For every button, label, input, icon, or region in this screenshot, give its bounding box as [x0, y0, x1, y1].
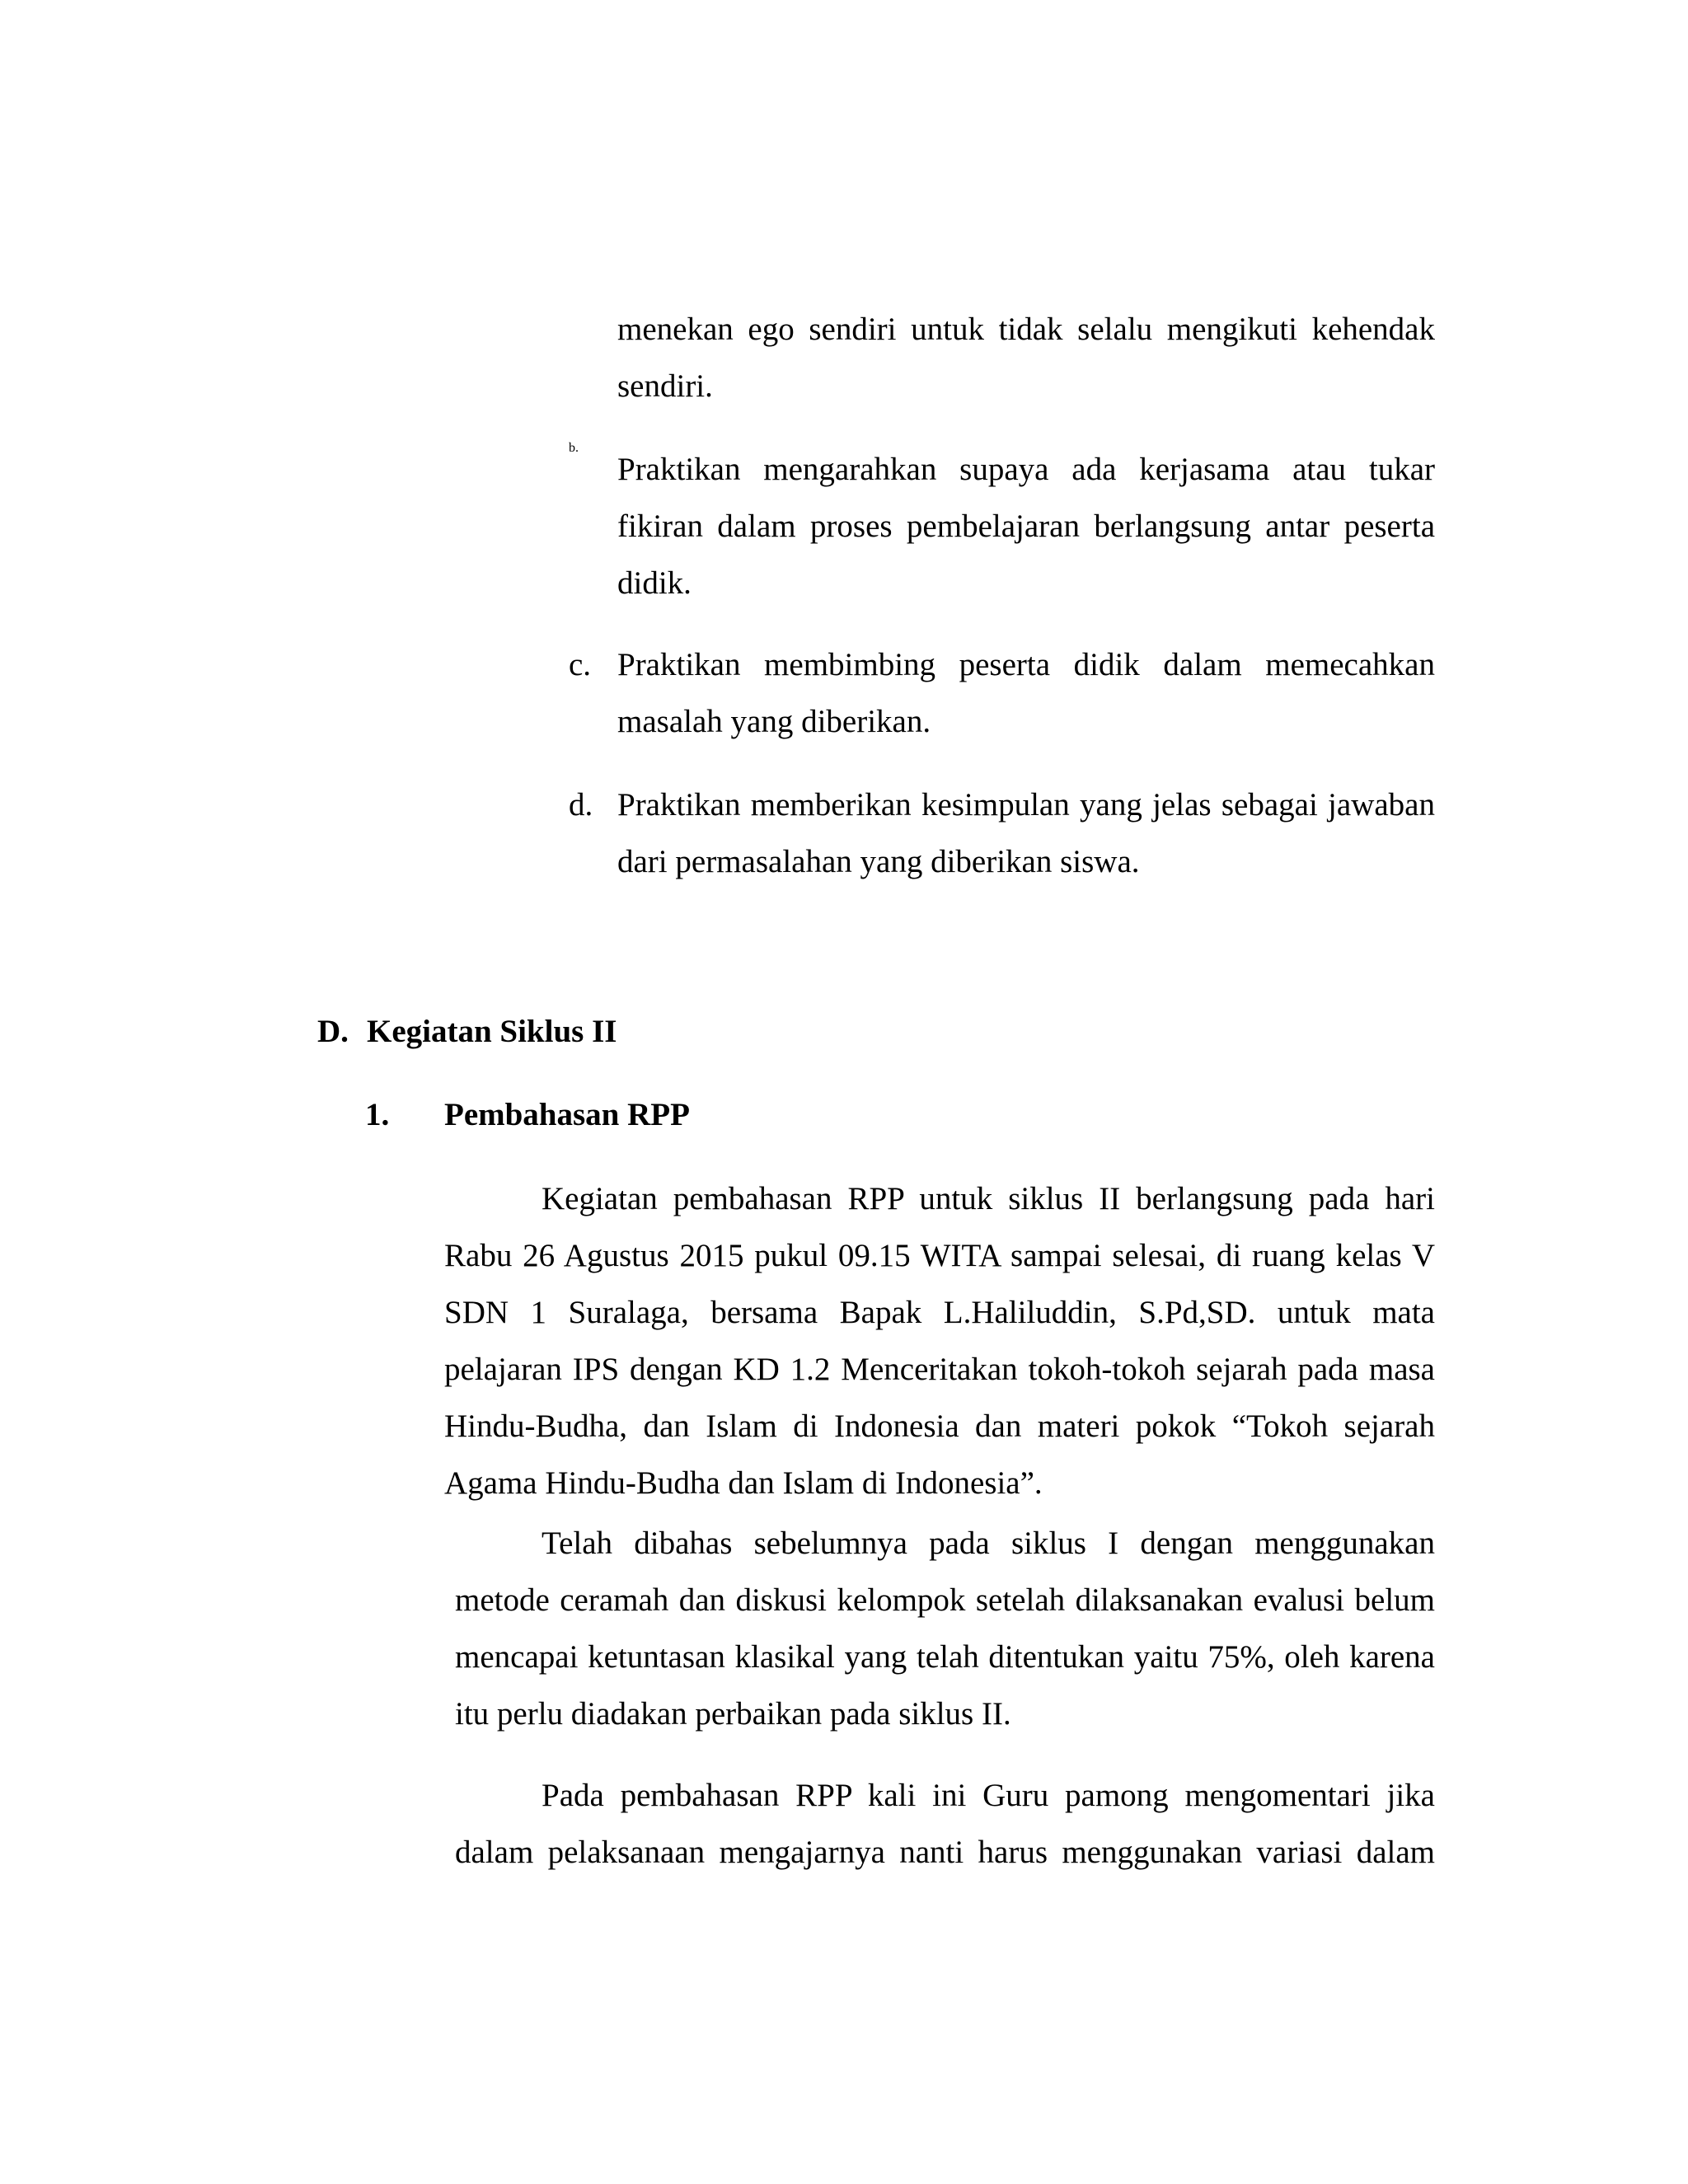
- list-item-d: [569, 776, 1435, 890]
- subsection-title: Pembahasan RPP: [444, 1097, 690, 1132]
- list-item-b: [569, 441, 1435, 612]
- subsection-marker: 1.: [365, 1097, 390, 1132]
- list-item-text: Praktikan membimbing peserta didik dalam memecahkan masalah yang diberikan.: [617, 647, 1435, 739]
- paragraph: Pada pembahasan RPP kali ini Guru pamong mengomentari jika dalam pelaksanaan mengajarnya nanti harus menggunakan variasi dalam: [455, 1778, 1435, 1870]
- list-item-text: Praktikan memberikan kesimpulan yang jelas sebagai jawaban dari permasalahan yang diberikan siswa.: [617, 787, 1435, 879]
- list-item-c: [569, 636, 1435, 750]
- list-item-continuation-text: menekan ego sendiri untuk tidak selalu mengikuti kehendak sendiri.: [617, 312, 1435, 404]
- paragraph: Telah dibahas sebelumnya pada siklus I dengan menggunakan metode ceramah dan diskusi kelompok setelah dilaksanakan evalusi belum mencapai ketuntasan klasikal yang telah ditentukan yaitu 75%, oleh karena itu perlu diadakan perbaikan pada siklus II.: [455, 1526, 1435, 1732]
- list-marker: d.: [569, 787, 593, 823]
- subsection-heading: [365, 1086, 690, 1143]
- list-marker: b.: [569, 441, 579, 455]
- list-marker: c.: [569, 647, 592, 682]
- paragraph: Kegiatan pembahasan RPP untuk siklus II berlangsung pada hari Rabu 26 Agustus 2015 pukul 09.15 WITA sampai selesai, di ruang kelas V SDN 1 Suralaga, bersama Bapak L.Haliluddin, S.Pd,SD. untuk mata pelajaran IPS dengan KD 1.2 Menceritakan tokoh-tokoh sejarah pada masa Hindu-Budha, dan Islam di Indonesia dan materi pokok “Tokoh sejarah Agama Hindu-Budha dan Islam di Indonesia”.: [444, 1181, 1435, 1501]
- list-item-text: Praktikan mengarahkan supaya ada kerjasama atau tukar fikiran dalam proses pembelajaran berlangsung antar peserta didik.: [617, 452, 1435, 601]
- section-heading: [317, 1003, 617, 1060]
- section-title: Kegiatan Siklus II: [367, 1014, 617, 1049]
- section-marker: D.: [317, 1014, 349, 1049]
